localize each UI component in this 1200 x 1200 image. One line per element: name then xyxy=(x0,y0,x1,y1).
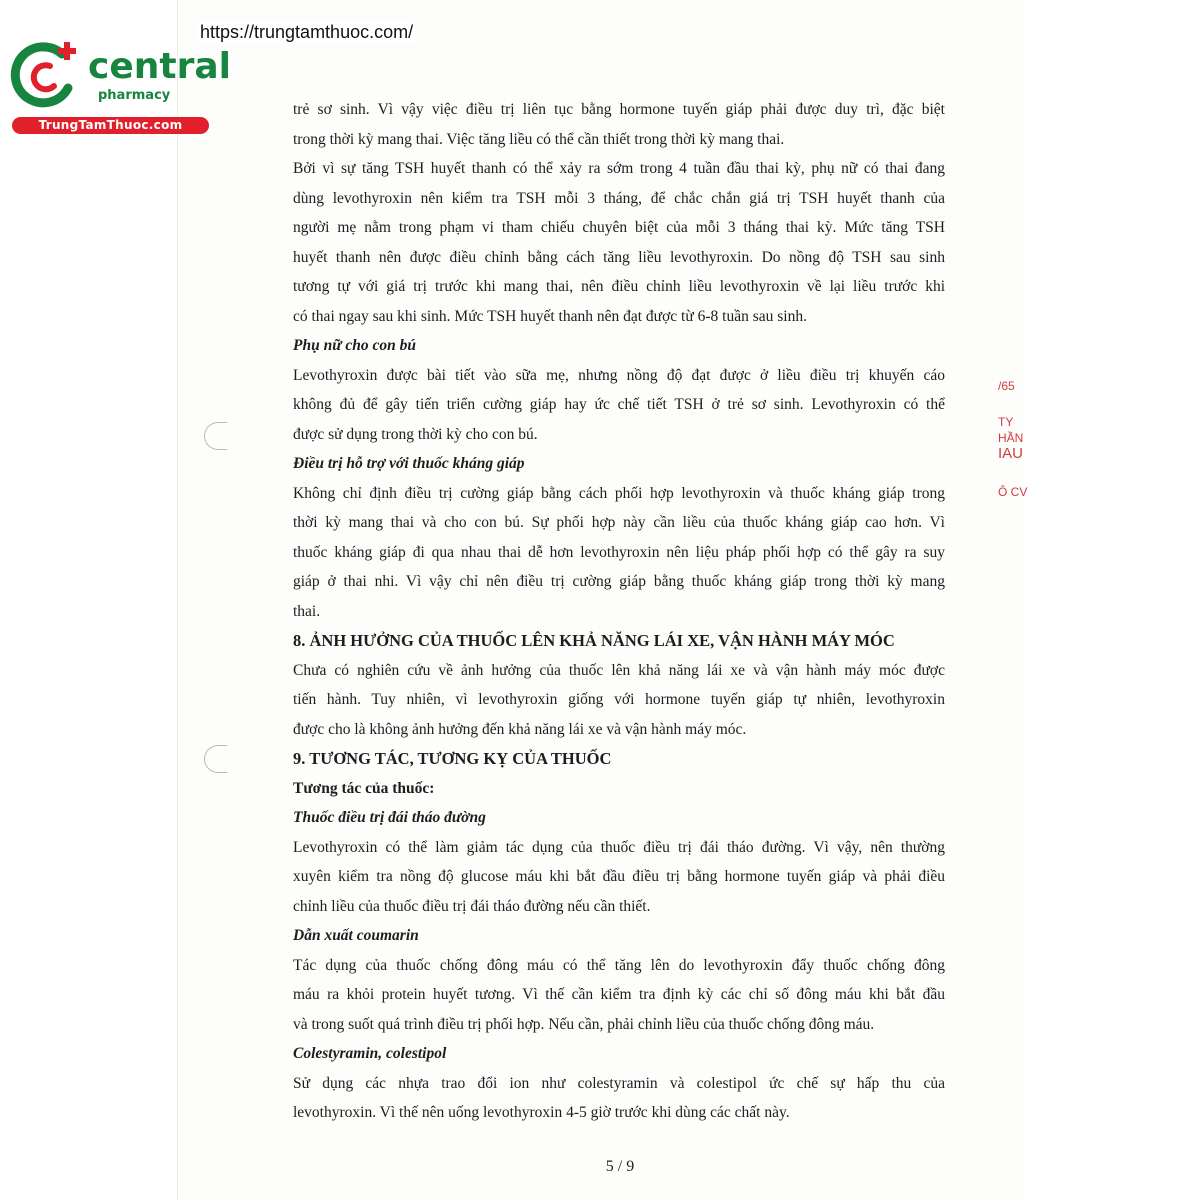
subheading: Dẫn xuất coumarin xyxy=(293,927,419,944)
stamp-line: IAU xyxy=(998,445,1024,462)
paragraph-line: người mẹ nằm trong phạm vi tham chiếu chuyên biệt của mỗi 3 tháng thai kỳ. Mức tăng TSH xyxy=(293,219,945,236)
pharmacy-logo[interactable] xyxy=(10,38,231,138)
logo-mark-icon xyxy=(10,38,88,116)
paragraph-line: được cho là không ảnh hưởng đến khả năng lái xe và vận hành máy móc. xyxy=(293,720,747,738)
logo-name: central xyxy=(88,46,231,87)
paragraph-line: Tác dụng của thuốc chống đông máu có thể tăng lên do levothyroxin đẩy thuốc chống đông xyxy=(293,956,945,974)
page-number: 5 / 9 xyxy=(605,1158,635,1175)
subheading: Điều trị hỗ trợ với thuốc kháng giáp xyxy=(293,455,525,472)
document-body xyxy=(293,95,945,1128)
paragraph-line: xuyên kiểm tra nồng độ glucose máu khi bắt đầu điều trị bằng hormone tuyến giáp và phải điều xyxy=(293,868,945,885)
paragraph-line: tương tự với giá trị trước khi mang thai, nên điều chỉnh liều levothyroxin về lại liều trước khi xyxy=(293,278,945,295)
bold-label: Tương tác của thuốc: xyxy=(293,779,435,797)
punch-hole-mark xyxy=(204,745,227,773)
paragraph-line: chỉnh liều của thuốc điều trị đái tháo đường nếu cần thiết. xyxy=(293,897,651,915)
paragraph-line: có thai ngay sau khi sinh. Mức TSH huyết thanh nên đạt được từ 6-8 tuần sau sinh. xyxy=(293,307,807,325)
paragraph-line: levothyroxin. Vì thế nên uống levothyroxin 4-5 giờ trước khi dùng các chất này. xyxy=(293,1104,790,1121)
logo-subtitle: pharmacy xyxy=(98,88,171,103)
red-stamp-fragment xyxy=(998,378,1028,528)
paragraph-line: máu ra khỏi protein huyết tương. Vì thế cần kiểm tra định kỳ các chỉ số đông máu khi bắt đầu xyxy=(293,986,945,1003)
section-heading: 8. ẢNH HƯỞNG CỦA THUỐC LÊN KHẢ NĂNG LÁI XE, VẬN HÀNH MÁY MÓC xyxy=(293,631,895,650)
site-url[interactable]: https://trungtamthuoc.com/ xyxy=(200,22,414,42)
paragraph-line: được sử dụng trong thời kỳ cho con bú. xyxy=(293,425,538,443)
paragraph-line: thuốc kháng giáp đi qua nhau thai dễ hơn levothyroxin nên liệu pháp phối hợp có thể gây ra suy xyxy=(293,543,945,561)
paragraph-line: Sử dụng các nhựa trao đổi ion như colestyramin và colestipol ức chế sự hấp thu của xyxy=(293,1074,945,1092)
logo-banner xyxy=(12,117,209,134)
paragraph-line: huyết thanh nên được điều chỉnh bằng cách tăng liều levothyroxin. Do nồng độ TSH sau sinh xyxy=(293,248,945,266)
paragraph-line: Chưa có nghiên cứu về ảnh hưởng của thuốc lên khả năng lái xe và vận hành máy móc được xyxy=(293,661,945,679)
paragraph-line: Bởi vì sự tăng TSH huyết thanh có thể xảy ra sớm trong 4 tuần đầu thai kỳ, phụ nữ có thai đang xyxy=(293,160,945,177)
paragraph-line: Levothyroxin được bài tiết vào sữa mẹ, nhưng nồng độ đạt được ở liều điều trị khuyến cáo xyxy=(293,366,945,384)
paragraph-line: tiến hành. Tuy nhiên, vì levothyroxin giống với hormone tuyến giáp tự nhiên, levothyroxin xyxy=(293,691,945,708)
subheading: Colestyramin, colestipol xyxy=(293,1045,447,1062)
subheading: Phụ nữ cho con bú xyxy=(293,337,416,354)
stamp-line: /65 xyxy=(998,379,1015,393)
stamp-line: HẦN xyxy=(998,431,1024,445)
stamp-line: Ô CV xyxy=(998,485,1028,499)
punch-hole-mark xyxy=(204,422,227,450)
stamp-line: TY xyxy=(998,415,1014,429)
paragraph-line: không đủ để gây tiến triển cường giáp hay ức chế tiết TSH ở trẻ sơ sinh. Levothyroxin có thể xyxy=(293,396,945,413)
paragraph-line: trong thời kỳ mang thai. Việc tăng liều có thể cần thiết trong thời kỳ mang thai. xyxy=(293,130,785,148)
paragraph-line: Không chỉ định điều trị cường giáp bằng cách phối hợp levothyroxin và thuốc kháng giáp trong xyxy=(293,484,945,502)
paragraph-line: dùng levothyroxin nên kiểm tra TSH mỗi 3 tháng, để chắc chắn giá trị TSH huyết thanh của xyxy=(293,189,945,207)
section-heading: 9. TƯƠNG TÁC, TƯƠNG KỴ CỦA THUỐC xyxy=(293,749,612,768)
paragraph-line: trẻ sơ sinh. Vì vậy việc điều trị liên tục bằng hormone tuyến giáp phải được duy trì, đặc biệt xyxy=(293,101,945,118)
paragraph-line: thời kỳ mang thai và cho con bú. Sự phối hợp này cần liều của thuốc kháng giáp cao hơn. Vì xyxy=(293,514,945,531)
paragraph-line: giáp ở thai nhi. Vì vậy chỉ nên điều trị cường giáp bằng thuốc kháng giáp trong thời kỳ mang xyxy=(293,573,945,590)
paragraph-line: thai. xyxy=(293,602,321,620)
paragraph-line: và trong suốt quá trình điều trị phối hợp. Nếu cần, phải chỉnh liều của thuốc chống đông máu. xyxy=(293,1015,875,1033)
subheading: Thuốc điều trị đái tháo đường xyxy=(293,809,486,826)
paragraph-line: Levothyroxin có thể làm giảm tác dụng của thuốc điều trị đái tháo đường. Vì vậy, nên thường xyxy=(293,838,945,856)
logo-banner-text: TrungTamThuoc.com xyxy=(38,118,183,132)
